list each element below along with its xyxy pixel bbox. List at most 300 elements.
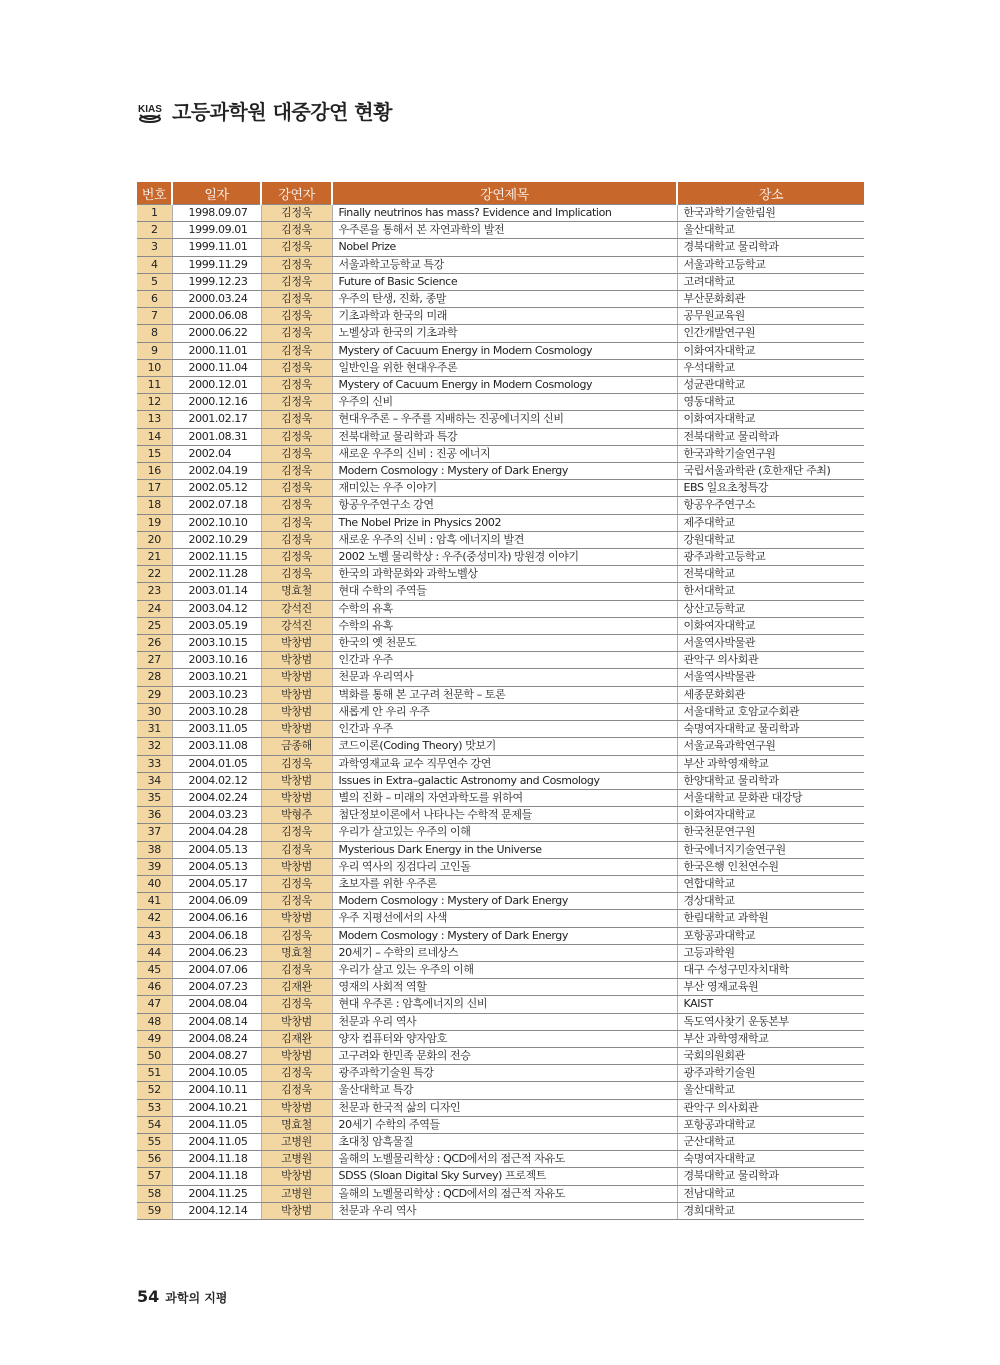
- cell-date: 2003.01.14: [172, 583, 261, 600]
- table-row: [137, 807, 864, 824]
- cell-lecture-title: 우리 역사의 징검다리 고인돌: [332, 858, 677, 875]
- cell-number: 12: [137, 394, 172, 411]
- cell-date: 2004.05.13: [172, 858, 261, 875]
- page-footer: [137, 1287, 227, 1306]
- cell-number: 45: [137, 961, 172, 978]
- cell-number: 43: [137, 927, 172, 944]
- cell-speaker: 김정욱: [261, 428, 332, 445]
- cell-date: 2004.11.18: [172, 1168, 261, 1185]
- cell-date: 2002.04: [172, 445, 261, 462]
- cell-speaker: 박창범: [261, 1047, 332, 1064]
- cell-speaker: 김정욱: [261, 342, 332, 359]
- cell-venue: 경희대학교: [677, 1202, 864, 1219]
- cell-venue: 한양대학교 물리학과: [677, 772, 864, 789]
- cell-number: 49: [137, 1030, 172, 1047]
- cell-lecture-title: 천문과 우리역사: [332, 669, 677, 686]
- cell-venue: 세종문화회관: [677, 686, 864, 703]
- cell-speaker: 김정욱: [261, 755, 332, 772]
- cell-date: 2003.10.23: [172, 686, 261, 703]
- cell-lecture-title: 첨단정보이론에서 나타나는 수학적 문제들: [332, 807, 677, 824]
- cell-venue: 경상대학교: [677, 893, 864, 910]
- cell-lecture-title: 우주의 탄생, 진화, 종말: [332, 291, 677, 308]
- cell-number: 36: [137, 807, 172, 824]
- cell-date: 2004.07.23: [172, 979, 261, 996]
- page-header: [136, 96, 392, 125]
- table-row: [137, 944, 864, 961]
- cell-date: 2004.02.24: [172, 789, 261, 806]
- cell-lecture-title: 서울과학고등학교 특강: [332, 256, 677, 273]
- table-row: [137, 1151, 864, 1168]
- cell-lecture-title: 2002 노벨 물리학상 : 우주(중성미자) 망원경 이야기: [332, 549, 677, 566]
- cell-lecture-title: 기초과학과 한국의 미래: [332, 308, 677, 325]
- cell-speaker: 김정욱: [261, 205, 332, 222]
- cell-date: 2004.06.18: [172, 927, 261, 944]
- cell-speaker: 김정욱: [261, 256, 332, 273]
- table-row: [137, 703, 864, 720]
- cell-speaker: 박창범: [261, 652, 332, 669]
- cell-speaker: 김정욱: [261, 273, 332, 290]
- cell-number: 21: [137, 549, 172, 566]
- cell-venue: 서울대학교 문화관 대강당: [677, 789, 864, 806]
- table-row: [137, 927, 864, 944]
- cell-venue: EBS 일요초청특강: [677, 480, 864, 497]
- cell-number: 24: [137, 600, 172, 617]
- table-row: [137, 686, 864, 703]
- table-row: [137, 893, 864, 910]
- table-row: [137, 1047, 864, 1064]
- cell-speaker: 김정욱: [261, 239, 332, 256]
- cell-date: 2004.08.24: [172, 1030, 261, 1047]
- page-number: 54: [137, 1287, 160, 1306]
- cell-lecture-title: 일반인을 위한 현대우주론: [332, 359, 677, 376]
- cell-lecture-title: 항공우주연구소 강연: [332, 497, 677, 514]
- cell-lecture-title: 올해의 노벨물리학상 : QCD에서의 점근적 자유도: [332, 1151, 677, 1168]
- cell-lecture-title: The Nobel Prize in Physics 2002: [332, 514, 677, 531]
- cell-speaker: 강석진: [261, 617, 332, 634]
- table-row: [137, 789, 864, 806]
- cell-venue: 서울대학교 호암교수회관: [677, 703, 864, 720]
- cell-number: 31: [137, 721, 172, 738]
- cell-venue: 이화여자대학교: [677, 617, 864, 634]
- cell-lecture-title: 양자 컴퓨터와 양자암호: [332, 1030, 677, 1047]
- column-header-title: 강연제목: [332, 182, 677, 205]
- cell-number: 53: [137, 1099, 172, 1116]
- cell-speaker: 고병원: [261, 1133, 332, 1150]
- cell-speaker: 김정욱: [261, 377, 332, 394]
- cell-speaker: 김정욱: [261, 566, 332, 583]
- table-row: [137, 463, 864, 480]
- cell-lecture-title: 우주의 신비: [332, 394, 677, 411]
- logo-text: KIAS: [138, 103, 162, 115]
- cell-lecture-title: 코드이론(Coding Theory) 맛보기: [332, 738, 677, 755]
- cell-number: 59: [137, 1202, 172, 1219]
- table-row: [137, 1202, 864, 1219]
- cell-speaker: 김정욱: [261, 497, 332, 514]
- cell-speaker: 박창범: [261, 772, 332, 789]
- cell-lecture-title: 우리가 살고있는 우주의 이해: [332, 824, 677, 841]
- cell-number: 26: [137, 635, 172, 652]
- cell-date: 2003.10.21: [172, 669, 261, 686]
- cell-number: 19: [137, 514, 172, 531]
- cell-number: 18: [137, 497, 172, 514]
- cell-date: 2001.08.31: [172, 428, 261, 445]
- book-title: 과학의 지평: [165, 1291, 228, 1305]
- cell-date: 2004.06.23: [172, 944, 261, 961]
- cell-number: 15: [137, 445, 172, 462]
- cell-venue: 강원대학교: [677, 531, 864, 548]
- table-body: [137, 205, 864, 1220]
- cell-number: 6: [137, 291, 172, 308]
- cell-speaker: 김정욱: [261, 824, 332, 841]
- cell-venue: 포항공과대학교: [677, 1116, 864, 1133]
- cell-speaker: 명효철: [261, 583, 332, 600]
- cell-date: 2004.11.25: [172, 1185, 261, 1202]
- cell-venue: 인간개발연구원: [677, 325, 864, 342]
- cell-number: 42: [137, 910, 172, 927]
- cell-speaker: 김정욱: [261, 531, 332, 548]
- table-row: [137, 325, 864, 342]
- cell-lecture-title: 전북대학교 물리학과 특강: [332, 428, 677, 445]
- cell-venue: 부산문화회관: [677, 291, 864, 308]
- cell-date: 2003.10.28: [172, 703, 261, 720]
- table-row: [137, 411, 864, 428]
- table-row: [137, 1030, 864, 1047]
- cell-date: 2003.11.08: [172, 738, 261, 755]
- cell-number: 48: [137, 1013, 172, 1030]
- cell-date: 2004.05.17: [172, 875, 261, 892]
- table-row: [137, 428, 864, 445]
- table-row: [137, 359, 864, 376]
- table-row: [137, 377, 864, 394]
- table-row: [137, 514, 864, 531]
- table-row: [137, 996, 864, 1013]
- cell-lecture-title: 천문과 한국적 삶의 디자인: [332, 1099, 677, 1116]
- cell-number: 41: [137, 893, 172, 910]
- cell-number: 4: [137, 256, 172, 273]
- cell-venue: 관악구 의사회관: [677, 1099, 864, 1116]
- cell-lecture-title: 인간과 우주: [332, 721, 677, 738]
- cell-venue: 군산대학교: [677, 1133, 864, 1150]
- cell-speaker: 김정욱: [261, 893, 332, 910]
- cell-lecture-title: Mystery of Cacuum Energy in Modern Cosmology: [332, 342, 677, 359]
- cell-date: 2003.10.15: [172, 635, 261, 652]
- cell-venue: 부산 과학영재학교: [677, 755, 864, 772]
- cell-date: 2000.12.01: [172, 377, 261, 394]
- table-row: [137, 755, 864, 772]
- cell-venue: 포항공과대학교: [677, 927, 864, 944]
- cell-lecture-title: 천문과 우리 역사: [332, 1013, 677, 1030]
- table-row: [137, 961, 864, 978]
- column-header-number: 번호: [137, 182, 172, 205]
- cell-speaker: 김정욱: [261, 463, 332, 480]
- cell-number: 28: [137, 669, 172, 686]
- cell-lecture-title: 한국의 옛 천문도: [332, 635, 677, 652]
- cell-speaker: 김정욱: [261, 222, 332, 239]
- cell-speaker: 김정욱: [261, 961, 332, 978]
- cell-number: 55: [137, 1133, 172, 1150]
- cell-lecture-title: 우주 지평선에서의 사색: [332, 910, 677, 927]
- cell-number: 23: [137, 583, 172, 600]
- cell-date: 2000.11.01: [172, 342, 261, 359]
- cell-date: 2004.03.23: [172, 807, 261, 824]
- table-row: [137, 652, 864, 669]
- cell-speaker: 김정욱: [261, 1082, 332, 1099]
- cell-speaker: 김재완: [261, 979, 332, 996]
- cell-speaker: 고병원: [261, 1151, 332, 1168]
- cell-lecture-title: 수학의 유혹: [332, 617, 677, 634]
- cell-speaker: 김정욱: [261, 291, 332, 308]
- cell-date: 2002.07.18: [172, 497, 261, 514]
- cell-venue: 연합대학교: [677, 875, 864, 892]
- cell-lecture-title: 고구려와 한민족 문화의 전승: [332, 1047, 677, 1064]
- cell-number: 20: [137, 531, 172, 548]
- cell-lecture-title: 새로운 우주의 신비 : 암흑 에너지의 발견: [332, 531, 677, 548]
- cell-date: 2004.06.16: [172, 910, 261, 927]
- cell-date: 2002.11.28: [172, 566, 261, 583]
- cell-date: 1998.09.07: [172, 205, 261, 222]
- table-row: [137, 308, 864, 325]
- cell-speaker: 김정욱: [261, 308, 332, 325]
- table-row: [137, 1065, 864, 1082]
- cell-date: 2003.10.16: [172, 652, 261, 669]
- cell-date: 2002.04.19: [172, 463, 261, 480]
- cell-lecture-title: 과학영재교육 교수 직무연수 강연: [332, 755, 677, 772]
- cell-lecture-title: 한국의 과학문화와 과학노벨상: [332, 566, 677, 583]
- cell-venue: 부산 영재교육원: [677, 979, 864, 996]
- cell-lecture-title: Modern Cosmology : Mystery of Dark Energy: [332, 927, 677, 944]
- table-row: [137, 1082, 864, 1099]
- cell-date: 2004.10.21: [172, 1099, 261, 1116]
- cell-lecture-title: 우리가 살고 있는 우주의 이해: [332, 961, 677, 978]
- table-row: [137, 291, 864, 308]
- cell-speaker: 김정욱: [261, 480, 332, 497]
- table-row: [137, 824, 864, 841]
- cell-date: 2004.08.04: [172, 996, 261, 1013]
- table-row: [137, 1099, 864, 1116]
- cell-lecture-title: 노벨상과 한국의 기초과학: [332, 325, 677, 342]
- cell-speaker: 김정욱: [261, 394, 332, 411]
- cell-date: 2000.12.16: [172, 394, 261, 411]
- cell-number: 56: [137, 1151, 172, 1168]
- cell-speaker: 김정욱: [261, 875, 332, 892]
- lecture-table: [137, 182, 864, 1220]
- cell-date: 2004.11.05: [172, 1116, 261, 1133]
- cell-date: 2004.10.05: [172, 1065, 261, 1082]
- cell-number: 16: [137, 463, 172, 480]
- cell-date: 2004.06.09: [172, 893, 261, 910]
- cell-number: 46: [137, 979, 172, 996]
- cell-speaker: 김정욱: [261, 841, 332, 858]
- cell-venue: 국회의원회관: [677, 1047, 864, 1064]
- cell-venue: 전북대학교 물리학과: [677, 428, 864, 445]
- cell-date: 2000.03.24: [172, 291, 261, 308]
- table-row: [137, 497, 864, 514]
- table-row: [137, 635, 864, 652]
- table-row: [137, 239, 864, 256]
- cell-lecture-title: 20세기 – 수학의 르네상스: [332, 944, 677, 961]
- cell-speaker: 박창범: [261, 703, 332, 720]
- cell-venue: 숙명여자대학교 물리학과: [677, 721, 864, 738]
- table-row: [137, 273, 864, 290]
- table-row: [137, 445, 864, 462]
- cell-number: 37: [137, 824, 172, 841]
- cell-lecture-title: 우주론을 통해서 본 자연과학의 발전: [332, 222, 677, 239]
- cell-date: 2004.02.12: [172, 772, 261, 789]
- cell-speaker: 박창범: [261, 635, 332, 652]
- cell-speaker: 명효철: [261, 944, 332, 961]
- table-row: [137, 1116, 864, 1133]
- table-row: [137, 256, 864, 273]
- cell-venue: 한국에너지기술연구원: [677, 841, 864, 858]
- table-row: [137, 617, 864, 634]
- cell-number: 34: [137, 772, 172, 789]
- cell-number: 44: [137, 944, 172, 961]
- cell-venue: 성균관대학교: [677, 377, 864, 394]
- cell-speaker: 김정욱: [261, 514, 332, 531]
- cell-date: 2004.10.11: [172, 1082, 261, 1099]
- cell-number: 33: [137, 755, 172, 772]
- table-row: [137, 875, 864, 892]
- cell-date: 2004.08.14: [172, 1013, 261, 1030]
- cell-venue: 한국천문연구원: [677, 824, 864, 841]
- table-row: [137, 222, 864, 239]
- cell-speaker: 김정욱: [261, 927, 332, 944]
- table-row: [137, 583, 864, 600]
- cell-venue: 이화여자대학교: [677, 807, 864, 824]
- cell-number: 14: [137, 428, 172, 445]
- cell-number: 47: [137, 996, 172, 1013]
- cell-date: 1999.11.29: [172, 256, 261, 273]
- cell-lecture-title: 별의 진화 – 미래의 자연과학도를 위하여: [332, 789, 677, 806]
- cell-speaker: 박창범: [261, 1013, 332, 1030]
- cell-number: 5: [137, 273, 172, 290]
- table-row: [137, 910, 864, 927]
- cell-venue: 한국과학기술한림원: [677, 205, 864, 222]
- cell-speaker: 김정욱: [261, 549, 332, 566]
- cell-speaker: 박창범: [261, 910, 332, 927]
- cell-lecture-title: 초보자를 위한 우주론: [332, 875, 677, 892]
- cell-lecture-title: 현대 수학의 주역들: [332, 583, 677, 600]
- cell-speaker: 박창범: [261, 721, 332, 738]
- cell-lecture-title: Finally neutrinos has mass? Evidence and Implication: [332, 205, 677, 222]
- table-row: [137, 669, 864, 686]
- cell-venue: 우석대학교: [677, 359, 864, 376]
- cell-lecture-title: 광주과학기술원 특강: [332, 1065, 677, 1082]
- column-header-date: 일자: [172, 182, 261, 205]
- table-row: [137, 394, 864, 411]
- cell-venue: 서울역사박물관: [677, 635, 864, 652]
- cell-number: 1: [137, 205, 172, 222]
- cell-date: 2004.08.27: [172, 1047, 261, 1064]
- cell-number: 32: [137, 738, 172, 755]
- cell-venue: 대구 수성구민자치대학: [677, 961, 864, 978]
- cell-date: 2000.06.22: [172, 325, 261, 342]
- cell-speaker: 김정욱: [261, 325, 332, 342]
- cell-number: 50: [137, 1047, 172, 1064]
- cell-lecture-title: Modern Cosmology : Mystery of Dark Energy: [332, 463, 677, 480]
- cell-number: 22: [137, 566, 172, 583]
- cell-lecture-title: SDSS (Sloan Digital Sky Survey) 프로젝트: [332, 1168, 677, 1185]
- cell-number: 35: [137, 789, 172, 806]
- cell-number: 54: [137, 1116, 172, 1133]
- cell-date: 2002.10.10: [172, 514, 261, 531]
- cell-number: 30: [137, 703, 172, 720]
- table-row: [137, 841, 864, 858]
- cell-number: 52: [137, 1082, 172, 1099]
- cell-date: 2003.04.12: [172, 600, 261, 617]
- cell-lecture-title: 새롭게 안 우리 우주: [332, 703, 677, 720]
- cell-date: 1999.09.01: [172, 222, 261, 239]
- cell-date: 2002.11.15: [172, 549, 261, 566]
- cell-venue: 항공우주연구소: [677, 497, 864, 514]
- cell-venue: 공무원교육원: [677, 308, 864, 325]
- cell-speaker: 김정욱: [261, 411, 332, 428]
- cell-lecture-title: 재미있는 우주 이야기: [332, 480, 677, 497]
- cell-speaker: 박창범: [261, 1099, 332, 1116]
- cell-venue: 서울과학고등학교: [677, 256, 864, 273]
- cell-date: 2000.06.08: [172, 308, 261, 325]
- cell-date: 2004.04.28: [172, 824, 261, 841]
- table-row: [137, 342, 864, 359]
- table-row: [137, 600, 864, 617]
- cell-venue: 관악구 의사회관: [677, 652, 864, 669]
- cell-lecture-title: Issues in Extra–galactic Astronomy and Cosmology: [332, 772, 677, 789]
- cell-lecture-title: 인간과 우주: [332, 652, 677, 669]
- cell-speaker: 김재완: [261, 1030, 332, 1047]
- page-title: 고등과학원 대중강연 현황: [172, 100, 392, 124]
- cell-speaker: 박형주: [261, 807, 332, 824]
- cell-venue: 서울교육과학연구원: [677, 738, 864, 755]
- cell-venue: 전북대학교: [677, 566, 864, 583]
- cell-speaker: 명효철: [261, 1116, 332, 1133]
- table-row: [137, 858, 864, 875]
- table-row: [137, 480, 864, 497]
- table-row: [137, 979, 864, 996]
- cell-venue: 이화여자대학교: [677, 342, 864, 359]
- cell-date: 2004.12.14: [172, 1202, 261, 1219]
- cell-date: 2000.11.04: [172, 359, 261, 376]
- cell-venue: 한서대학교: [677, 583, 864, 600]
- cell-number: 29: [137, 686, 172, 703]
- cell-speaker: 박창범: [261, 1202, 332, 1219]
- cell-venue: 국립서울과학관 (호한재단 주최): [677, 463, 864, 480]
- cell-lecture-title: 영재의 사회적 역할: [332, 979, 677, 996]
- cell-number: 38: [137, 841, 172, 858]
- cell-lecture-title: 천문과 우리 역사: [332, 1202, 677, 1219]
- cell-lecture-title: 현대 우주론 : 암흑에너지의 신비: [332, 996, 677, 1013]
- cell-speaker: 박창범: [261, 858, 332, 875]
- cell-venue: KAIST: [677, 996, 864, 1013]
- cell-lecture-title: 벽화를 통해 본 고구려 천문학 – 토론: [332, 686, 677, 703]
- cell-venue: 독도역사찾기 운동본부: [677, 1013, 864, 1030]
- cell-venue: 서울역사박물관: [677, 669, 864, 686]
- table-row: [137, 738, 864, 755]
- table-row: [137, 549, 864, 566]
- cell-speaker: 박창범: [261, 669, 332, 686]
- cell-date: 2004.05.13: [172, 841, 261, 858]
- table-row: [137, 531, 864, 548]
- cell-number: 3: [137, 239, 172, 256]
- cell-speaker: 박창범: [261, 1168, 332, 1185]
- kias-logo-icon: [136, 98, 164, 124]
- cell-venue: 광주과학기술원: [677, 1065, 864, 1082]
- cell-venue: 한국과학기술연구원: [677, 445, 864, 462]
- table-row: [137, 1185, 864, 1202]
- cell-date: 1999.12.23: [172, 273, 261, 290]
- cell-date: 2004.01.05: [172, 755, 261, 772]
- cell-speaker: 김정욱: [261, 359, 332, 376]
- table-row: [137, 721, 864, 738]
